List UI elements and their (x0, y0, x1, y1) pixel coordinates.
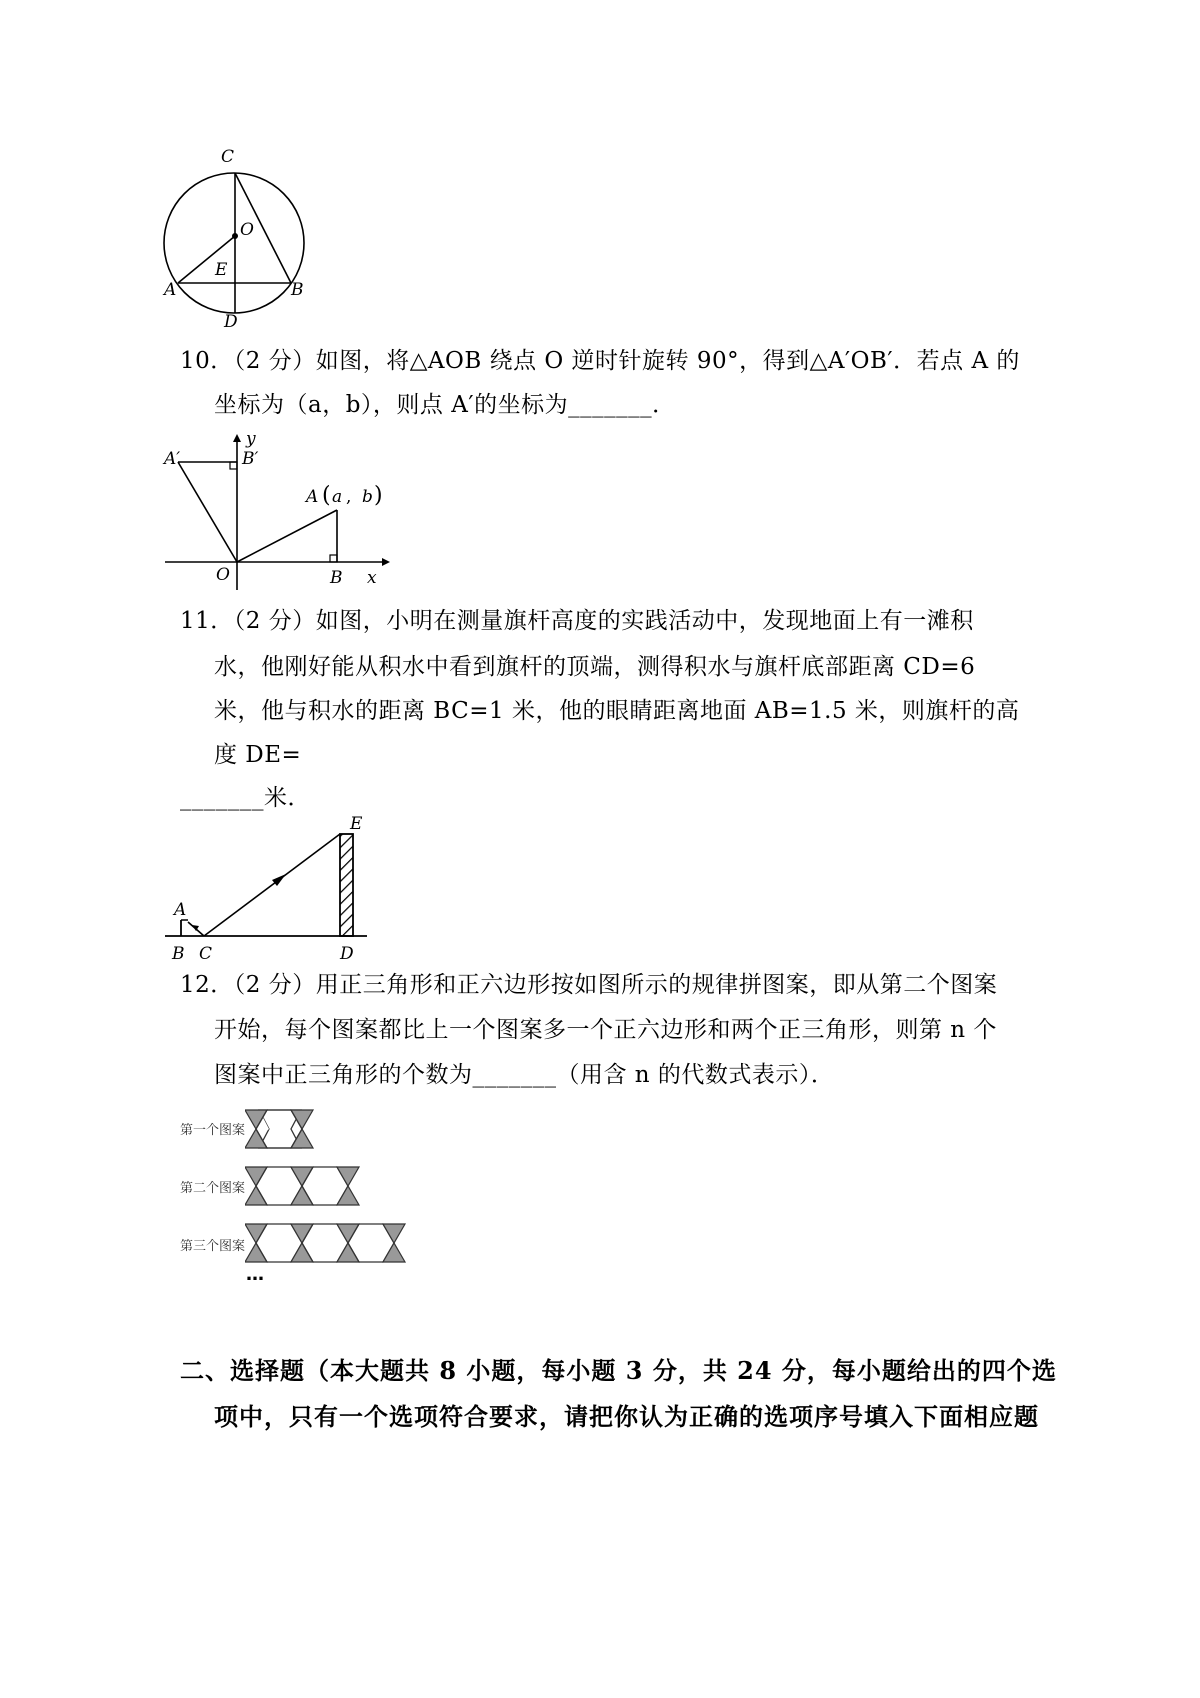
circle-figure (160, 145, 320, 330)
y-axis-arrow (233, 434, 241, 442)
q12-line-3: 图案中正三角形的个数为_______（用含 n 的代数式表示）． (214, 1062, 835, 1088)
label-e: E (215, 260, 228, 280)
section2-line-2: 项中，只有一个选项符合要求，请把你认为正确的选项序号填入下面相应题 (214, 1402, 1039, 1431)
triangle (337, 1167, 359, 1186)
x-axis-arrow (382, 558, 390, 566)
center-point (232, 233, 238, 239)
q10-line-2: 坐标为（a，b），则点 A′的坐标为_______． (214, 392, 676, 418)
label-e: E (350, 814, 363, 834)
segment-oa (237, 510, 337, 562)
triangle (291, 1167, 313, 1186)
triangle (383, 1243, 405, 1262)
right-angle-b (330, 555, 337, 562)
label-a: A (174, 900, 187, 920)
label-c: C (221, 147, 235, 167)
triangle (291, 1243, 313, 1262)
pattern-label-2: 第二个图案 (180, 1181, 246, 1196)
label-y: y (246, 430, 256, 449)
paren-open: ( (322, 483, 331, 508)
label-d: D (340, 944, 354, 964)
pattern-ellipsis: … (246, 1264, 264, 1285)
triangle (291, 1186, 313, 1205)
flagpole-figure (160, 812, 380, 972)
label-o: O (240, 220, 254, 240)
label-b-prime: B′ (242, 449, 259, 469)
label-x: x (367, 568, 377, 588)
q12-line-2: 开始，每个图案都比上一个图案多一个正六边形和两个正三角形，则第 n 个 (214, 1017, 997, 1043)
label-a: A (306, 487, 319, 507)
label-comma: , (346, 487, 352, 507)
triangle (245, 1243, 267, 1262)
right-angle-b-prime (230, 462, 237, 469)
triangle (337, 1243, 359, 1262)
circle (164, 173, 304, 313)
triangle (245, 1224, 267, 1243)
q12-line-1: 12．（2 分）用正三角形和正六边形按如图所示的规律拼图案，即从第二个图案 (180, 972, 998, 998)
pattern-1 (245, 1108, 317, 1152)
q11-line-1: 11．（2 分）如图，小明在测量旗杆高度的实践活动中，发现地面上有一滩积 (180, 608, 974, 634)
pattern-label-3: 第三个图案 (180, 1239, 246, 1254)
triangle (245, 1186, 267, 1205)
q11-line-2: 水，他刚好能从积水中看到旗杆的顶端，测得积水与旗杆底部距离 CD=6 (214, 654, 976, 680)
label-d: D (224, 312, 238, 330)
triangle (291, 1224, 313, 1243)
triangle (337, 1186, 359, 1205)
label-a: A (164, 280, 177, 300)
q11-line-3: 米，他与积水的距离 BC=1 米，他的眼睛距离地面 AB=1.5 米，则旗杆的高 (214, 698, 1020, 724)
rotation-figure (160, 430, 400, 595)
q10-line-1: 10．（2 分）如图，将△AOB 绕点 O 逆时针旋转 90°，得到△A′OB′．若点 A 的 (180, 348, 1020, 374)
label-c: C (199, 944, 213, 964)
label-b-value: b (362, 487, 373, 507)
pattern-2 (245, 1165, 365, 1209)
q11-line-5: _______米． (180, 785, 311, 811)
label-a-prime: A′ (164, 449, 181, 469)
label-b: B (291, 280, 304, 300)
triangle (383, 1224, 405, 1243)
paren-close: ) (374, 483, 383, 508)
flagpole (340, 834, 353, 936)
pattern-label-1: 第一个图案 (180, 1123, 246, 1138)
section2-line-1: 二、选择题（本大题共 8 小题，每小题 3 分，共 24 分，每小题给出的四个选 (180, 1356, 1057, 1385)
label-b: B (330, 568, 343, 588)
label-a-value: a (332, 487, 343, 507)
q11-line-4: 度 DE= (214, 742, 302, 768)
label-o: O (216, 565, 230, 585)
label-b: B (172, 944, 185, 964)
triangle (337, 1224, 359, 1243)
pattern-3 (245, 1222, 411, 1266)
light-ray-ce (204, 834, 340, 936)
triangle (245, 1167, 267, 1186)
segment-o-a-prime (178, 462, 237, 562)
